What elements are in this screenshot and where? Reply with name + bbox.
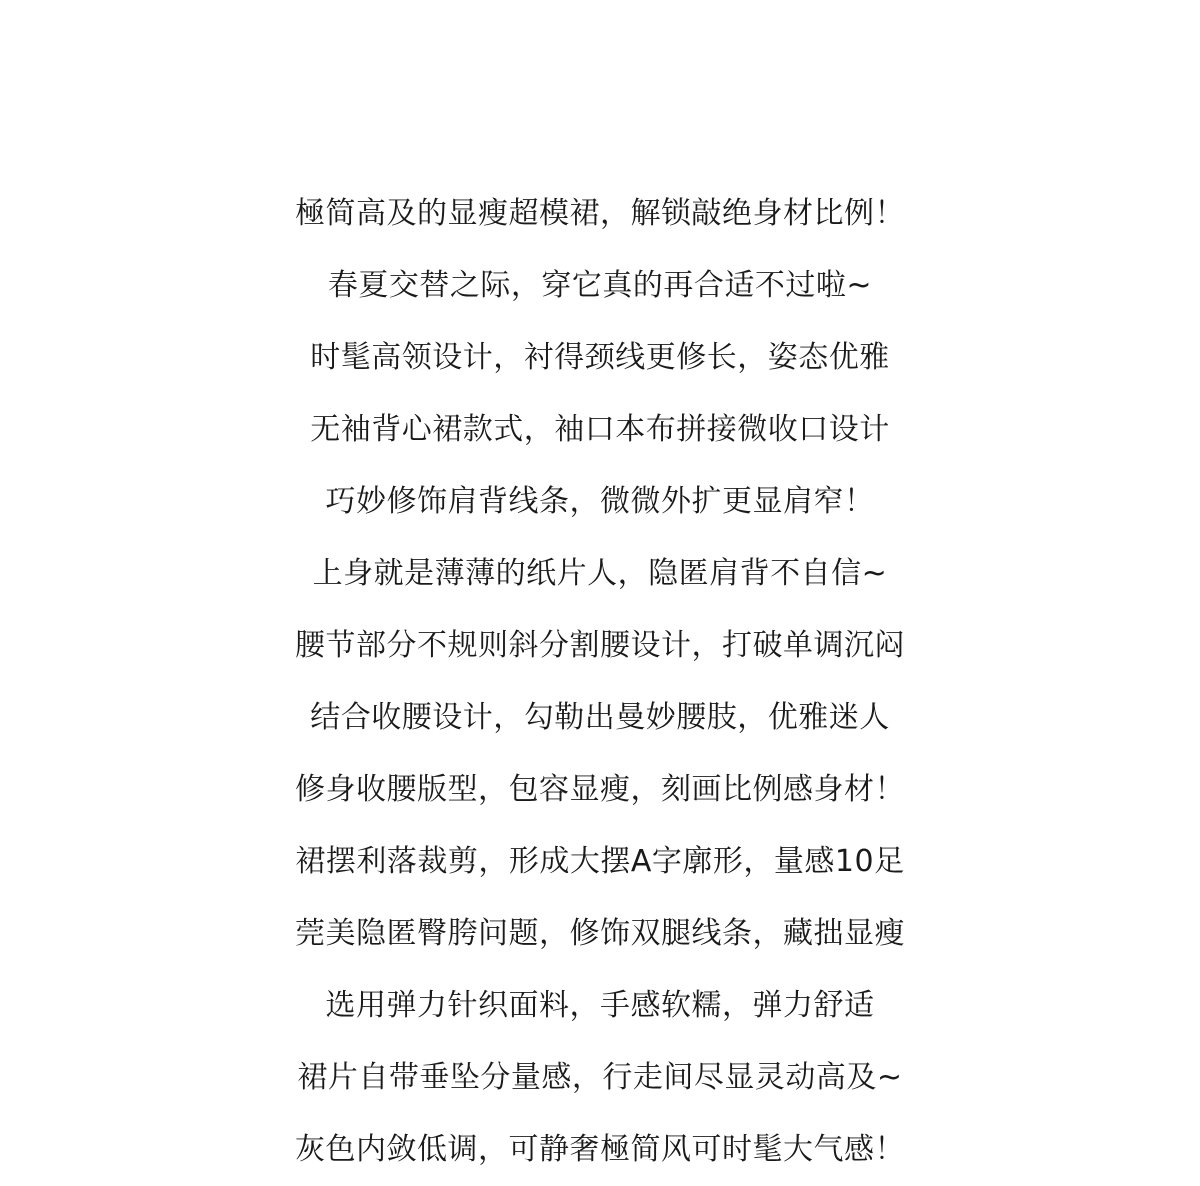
description-line: 选用弹力针织面料，手感软糯，弹力舒适 [325,988,875,1023]
description-line: 極简高及的显瘦超模裙，解锁敲绝身材比例！ [295,196,905,231]
product-description [0,178,1200,1186]
description-line: 上身就是薄薄的纸片人，隐匿肩背不自信~ [312,556,888,591]
description-line: 春夏交替之际，穿它真的再合适不过啦~ [327,268,873,303]
description-line: 裙片自带垂坠分量感，行走间尽显灵动高及~ [297,1060,903,1095]
description-line: 时髦高领设计，衬得颈线更修长，姿态优雅 [310,340,890,375]
description-line: 结合收腰设计，勾勒出曼妙腰肢，优雅迷人 [310,700,890,735]
description-line: 无袖背心裙款式，袖口本布拼接微收口设计 [310,412,890,447]
description-line: 灰色内敛低调，可静奢極简风可时髦大气感！ [295,1132,905,1167]
description-line: 腰节部分不规则斜分割腰设计，打破单调沉闷 [295,628,905,663]
description-line: 裙摆利落裁剪，形成大摆A字廓形，量感10足 [295,844,905,879]
description-line: 巧妙修饰肩背线条，微微外扩更显肩窄！ [325,484,875,519]
description-line: 莞美隐匿臀胯问题，修饰双腿线条，藏拙显瘦 [295,916,905,951]
description-line: 修身收腰版型，包容显瘦，刻画比例感身材！ [295,772,905,807]
